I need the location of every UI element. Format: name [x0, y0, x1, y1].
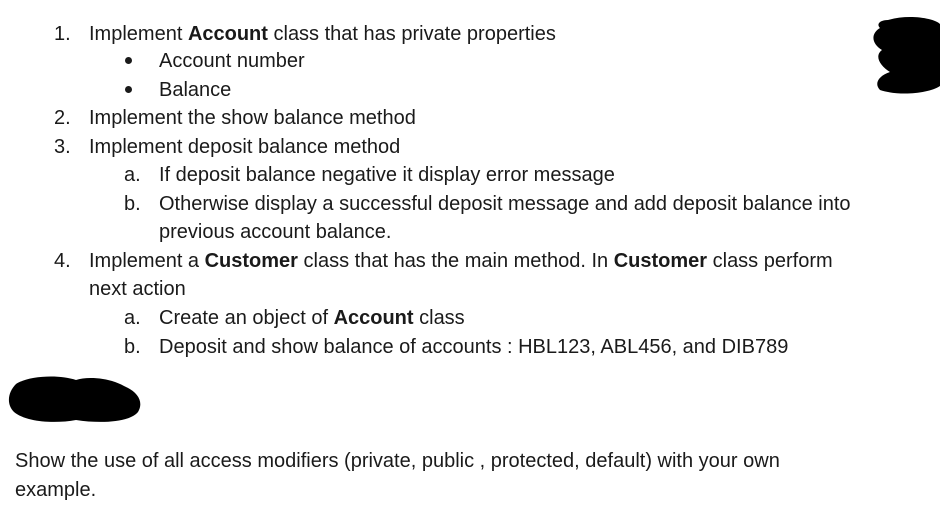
item-4-bold-customer: Customer — [613, 250, 708, 272]
item-3-text: Implement deposit balance method — [89, 136, 401, 158]
redaction-mark-top-right — [868, 14, 940, 94]
item-2-text: Implement the show balance method — [89, 107, 416, 129]
item-3-number: 3. — [54, 136, 71, 158]
item-1-text-part: class that has private properties — [267, 23, 556, 45]
item-4-text-part: Implement a — [89, 250, 205, 272]
item-3b-text: Otherwise display a successful deposit message and add deposit balance into — [159, 193, 851, 215]
item-4-text-part: class perform — [707, 250, 833, 272]
item-4a-text-part: Create an object of — [159, 307, 334, 329]
item-4a-bold-account: Account — [333, 307, 414, 329]
footer-line-2: example. — [15, 479, 97, 501]
item-4-number: 4. — [54, 250, 71, 272]
item-3a-letter: a. — [124, 164, 141, 186]
bullet-balance: Balance — [159, 79, 232, 101]
item-4a-letter: a. — [124, 307, 141, 329]
item-2-number: 2. — [54, 107, 71, 129]
item-3b-letter: b. — [124, 193, 141, 215]
item-4a-text — [159, 305, 465, 331]
item-1-text — [89, 21, 556, 47]
item-1-text-part: Implement — [89, 23, 188, 45]
item-3a-text: If deposit balance negative it display error message — [159, 164, 615, 186]
item-3b-text-cont: previous account balance. — [159, 221, 392, 243]
item-4-bold-customer: Customer — [204, 250, 298, 272]
item-1-bold-account: Account — [187, 23, 268, 45]
item-1-number: 1. — [54, 23, 71, 45]
item-4-text-part: class that has the main method. In — [297, 250, 614, 272]
item-4-text — [89, 248, 833, 274]
bullet-icon — [125, 86, 132, 93]
bullet-account-number: Account number — [159, 50, 305, 72]
item-4b-letter: b. — [124, 336, 141, 358]
item-4-text-cont: next action — [89, 278, 186, 300]
item-4a-text-part: class — [413, 307, 465, 329]
redaction-mark-left — [6, 372, 144, 424]
bullet-icon — [125, 57, 132, 64]
item-4b-text: Deposit and show balance of accounts : HBL123, ABL456, and DIB789 — [159, 336, 789, 358]
footer-line-1: Show the use of all access modifiers (private, public , protected, default) with your own — [15, 450, 780, 472]
